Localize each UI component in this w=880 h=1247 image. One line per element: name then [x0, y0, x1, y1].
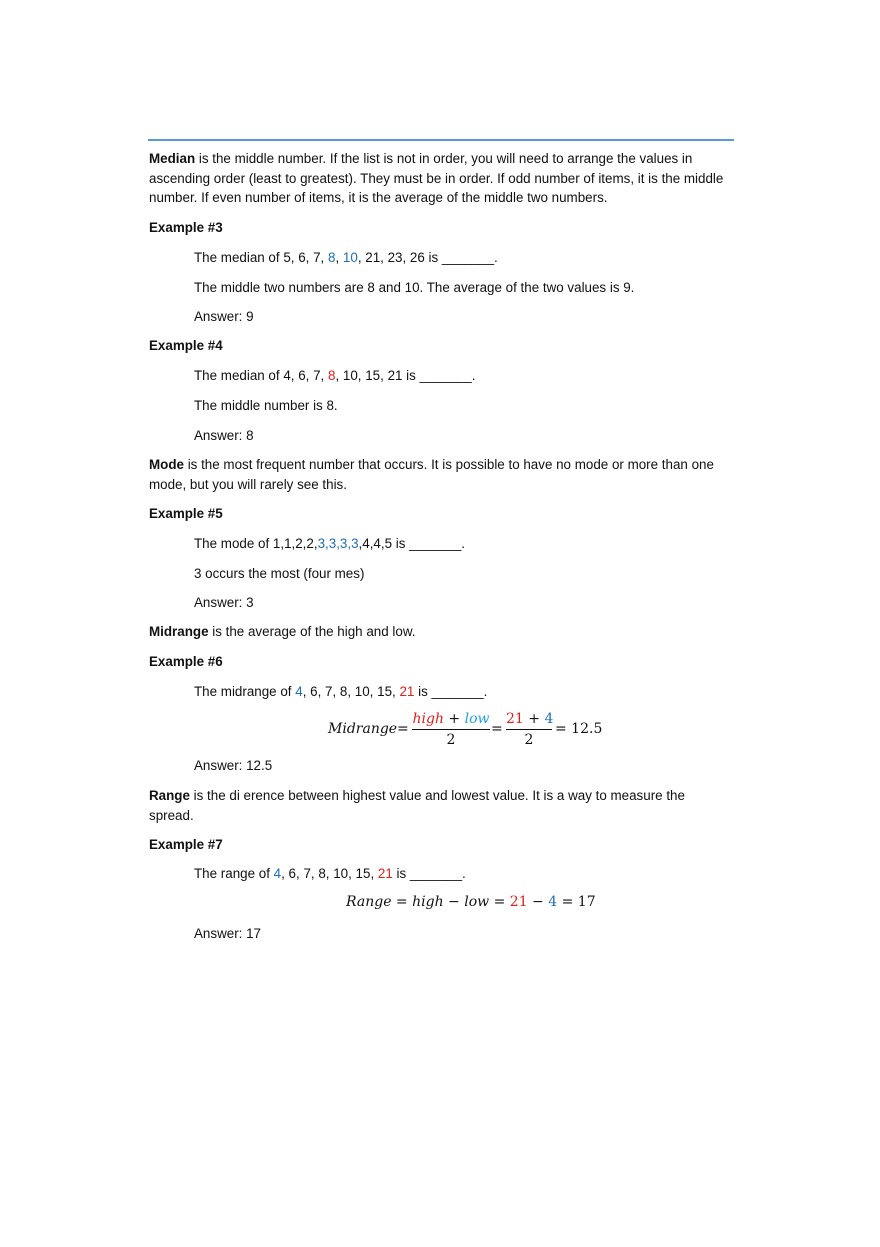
formula-eq-2: = [491, 721, 503, 737]
example-4-answer: Answer: 8 [194, 428, 254, 443]
example-6-answer: Answer: 12.5 [194, 758, 273, 773]
example-5-explanation: 3 occurs the most (four mes) [194, 566, 365, 581]
example-4-explanation: The middle number is 8. [194, 398, 338, 413]
example-4-heading: Example #4 [149, 338, 223, 353]
example-5-answer: Answer: 3 [194, 595, 254, 610]
example-7-question: The range of 4, 6, 7, 8, 10, 15, 21 is _______. [194, 866, 466, 881]
header-rule [148, 139, 734, 141]
example-7-heading: Example #7 [149, 837, 223, 852]
formula-fraction-numeric: 21 + 4 2 [506, 711, 554, 748]
example-5-heading: Example #5 [149, 506, 223, 521]
example-3-heading: Example #3 [149, 220, 223, 235]
formula-fraction-symbolic: high + low 2 [412, 711, 490, 748]
example-6-question: The midrange of 4, 6, 7, 8, 10, 15, 21 is _______. [194, 684, 488, 699]
example-3-question: The median of 5, 6, 7, 8, 10, 21, 23, 26 is _______. [194, 250, 498, 265]
mode-term: Mode [149, 457, 184, 472]
mode-definition: Mode is the most frequent number that occurs. It is possible to have no mode or more than one mode, but you will rarely see this. [149, 457, 714, 492]
median-term: Median [149, 151, 196, 166]
example-3-explanation: The middle two numbers are 8 and 10. The average of the two values is 9. [194, 280, 635, 295]
range-formula: Range = high − low = 21 − 4 = 17 [346, 894, 596, 910]
range-definition: Range is the di erence between highest value and lowest value. It is a way to measure the spread. [149, 788, 685, 823]
example-5-question: The mode of 1,1,2,2,3,3,3,3,4,4,5 is _______. [194, 536, 465, 551]
example-3-answer: Answer: 9 [194, 309, 254, 324]
formula-lhs: Midrange [328, 721, 398, 737]
range-term: Range [149, 788, 190, 803]
example-7-answer: Answer: 17 [194, 926, 261, 941]
example-4-question: The median of 4, 6, 7, 8, 10, 15, 21 is _______. [194, 368, 476, 383]
midrange-term: Midrange [149, 624, 209, 639]
example-6-heading: Example #6 [149, 654, 223, 669]
median-definition: Median is the middle number. If the list is not in order, you will need to arrange the values in ascending order (least to greatest). They must be in order. If odd number of items, it is the middle number. If even number of items, it is the average of the middle two numbers. [149, 151, 724, 205]
formula-eq-1: = [397, 721, 409, 737]
midrange-definition: Midrange is the average of the high and low. [149, 624, 416, 639]
formula-result: = 12.5 [555, 721, 603, 737]
